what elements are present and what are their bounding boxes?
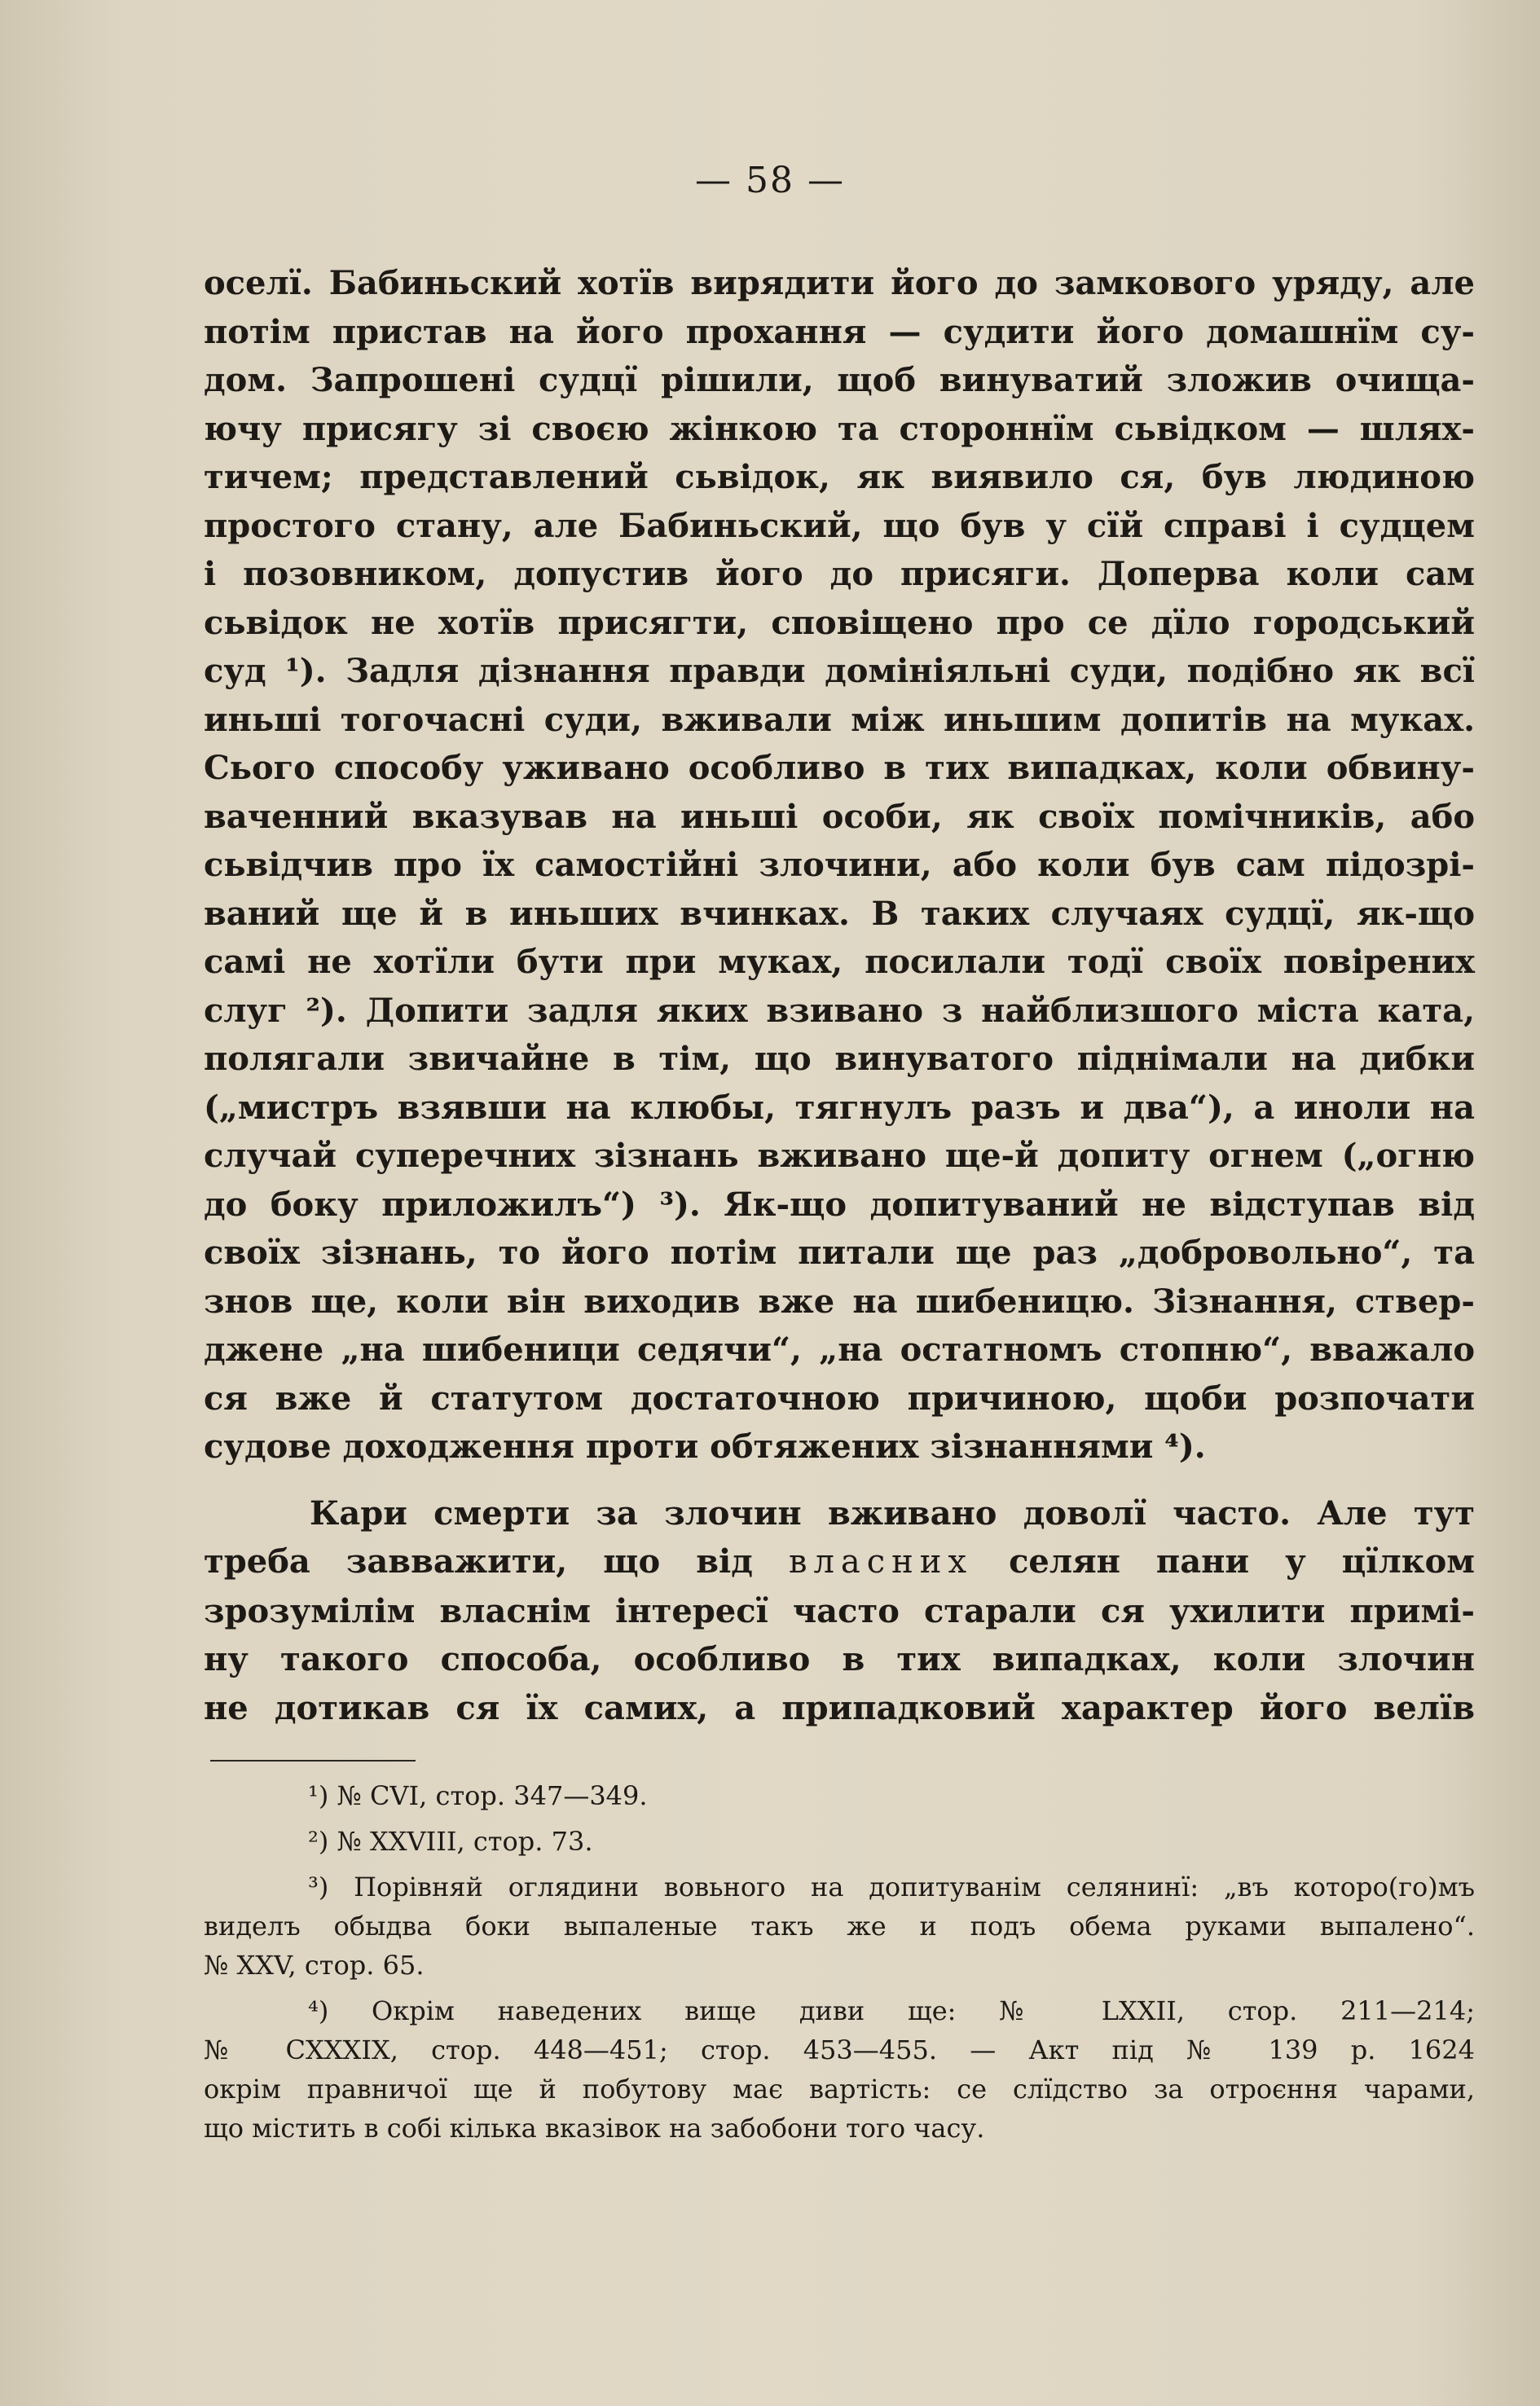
text-line: ся вже й статутом достаточною причиною, щоби розпочати [204,1379,1475,1418]
text-line [204,1537,1475,1587]
text-line: до боку приложилъ“) ³). Як-що допитуваний не відступав від [204,1185,1475,1224]
text-segment: треба завважити, що від [204,1542,753,1581]
page-number: — 58 — [695,160,845,201]
text-line: і позовником, допустив його до присяги. Доперва коли сам [204,555,1475,593]
text-line: ну такого способа, особливо в тих випадках, коли злочин [204,1640,1475,1678]
text-line: иньші тогочасні суди, вживали між иньшим допитів на муках. [204,700,1475,739]
text-line: случай суперечних зізнань вживано ще-й допиту огнем („огню [204,1137,1475,1175]
text-line: знов ще, коли він виходив вже на шибеницю. Зізнання, ствер- [204,1282,1475,1321]
footnote-1 [204,1776,1475,1815]
text-line: простого стану, але Бабиньский, що був у сїй справі і судцем [204,506,1475,545]
text-line: судове доходження проти обтяжених зізнаннями ⁴). [204,1427,1206,1466]
main-text [204,259,1475,1732]
footnote-text: окрім правничої ще й побутову має вартість: се слїдство за отроєння чарами, [204,2074,1475,2105]
footnote-text: виделъ обыдва боки выпаленые такъ же и подъ обема руками выпалено“. [204,1911,1475,1942]
text-line: оселї. Бабиньский хотїв вирядити його до замкового уряду, але [204,264,1475,302]
text-line: ючу присягу зі своєю жінкою та стороннїм сьвідком — шлях- [204,409,1475,448]
text-line: ваченний вказував на иньші особи, як своїх помічників, або [204,797,1475,836]
footnote-text: ²) № XXVIII, стор. 73. [308,1826,593,1857]
footnote-4 [204,1991,1475,2148]
text-line: своїх зізнань, то його потім питали ще раз „добровольно“, та [204,1234,1475,1272]
footnotes [204,1776,1475,2154]
text-line: полягали звичайне в тім, що винуватого піднімали на дибки [204,1040,1475,1078]
text-line: („мистръ взявши на клюбы, тягнулъ разъ и два“), а иноли на [204,1088,1475,1127]
footnote-text: ³) Порівняй оглядини вовьного на допитуванім селянинї: „въ которо(го)мъ [308,1872,1475,1902]
text-line: дом. Запрошені судцї рішили, щоб винуватий зложив очища- [204,361,1475,399]
text-line: потім пристав на його прохання — судити його домашнїм су- [204,312,1475,351]
paragraph-gap [204,1471,1475,1489]
text-line: суд ¹). Задля дізнання правди домініяльні суди, подібно як всї [204,652,1475,690]
text-line: джене „на шибеници седячи“, „на остатномъ стопню“, вважало [204,1331,1475,1369]
footnote-text: ⁴) Окрім наведених вище диви ще: № LXXII, стор. 211—214; [308,1995,1475,2026]
text-line: тичем; представлений сьвідок, як виявило ся, був людиною [204,458,1475,496]
text-line: самі не хотїли бути при муках, посилали тодї своїх повірених [204,943,1475,981]
text-line: слуг ²). Допити задля яких взивано з найблизшого міста ката, [204,991,1475,1030]
footnote-text: № CXXXIX, стор. 448—451; стор. 453—455. — Акт під № 139 р. 1624 [204,2034,1475,2065]
spaced-emphasis: власних [788,1543,974,1581]
footnote-text: № XXV, стор. 65. [204,1950,425,1981]
text-line: Кари смерти за злочин вживано доволї часто. Але тут [310,1493,1475,1533]
text-segment: селян пани у цїлком [1009,1542,1476,1581]
text-line: не дотикав ся їх самих, а припадковий характер його велїв [204,1688,1475,1727]
footnote-text: що містить в собі кілька вказівок на забобони того часу. [204,2113,985,2144]
text-line: ваний ще й в иньших вчинках. В таких случаях судцї, як-що [204,894,1475,933]
footnote-divider [210,1760,416,1762]
footnote-3 [204,1867,1475,1985]
text-line: сьвідчив про їх самостійні злочини, або коли був сам підозрі- [204,846,1475,884]
text-line: Сього способу уживано особливо в тих випадках, коли обвину- [204,749,1475,787]
text-line: сьвідок не хотїв присягти, сповіщено про се дїло городський [204,603,1475,642]
footnote-2 [204,1822,1475,1861]
footnote-text: ¹) № CVI, стор. 347—349. [308,1780,648,1811]
text-line: зрозумілім власнім інтересї часто старали ся ухилити примі- [204,1591,1475,1630]
